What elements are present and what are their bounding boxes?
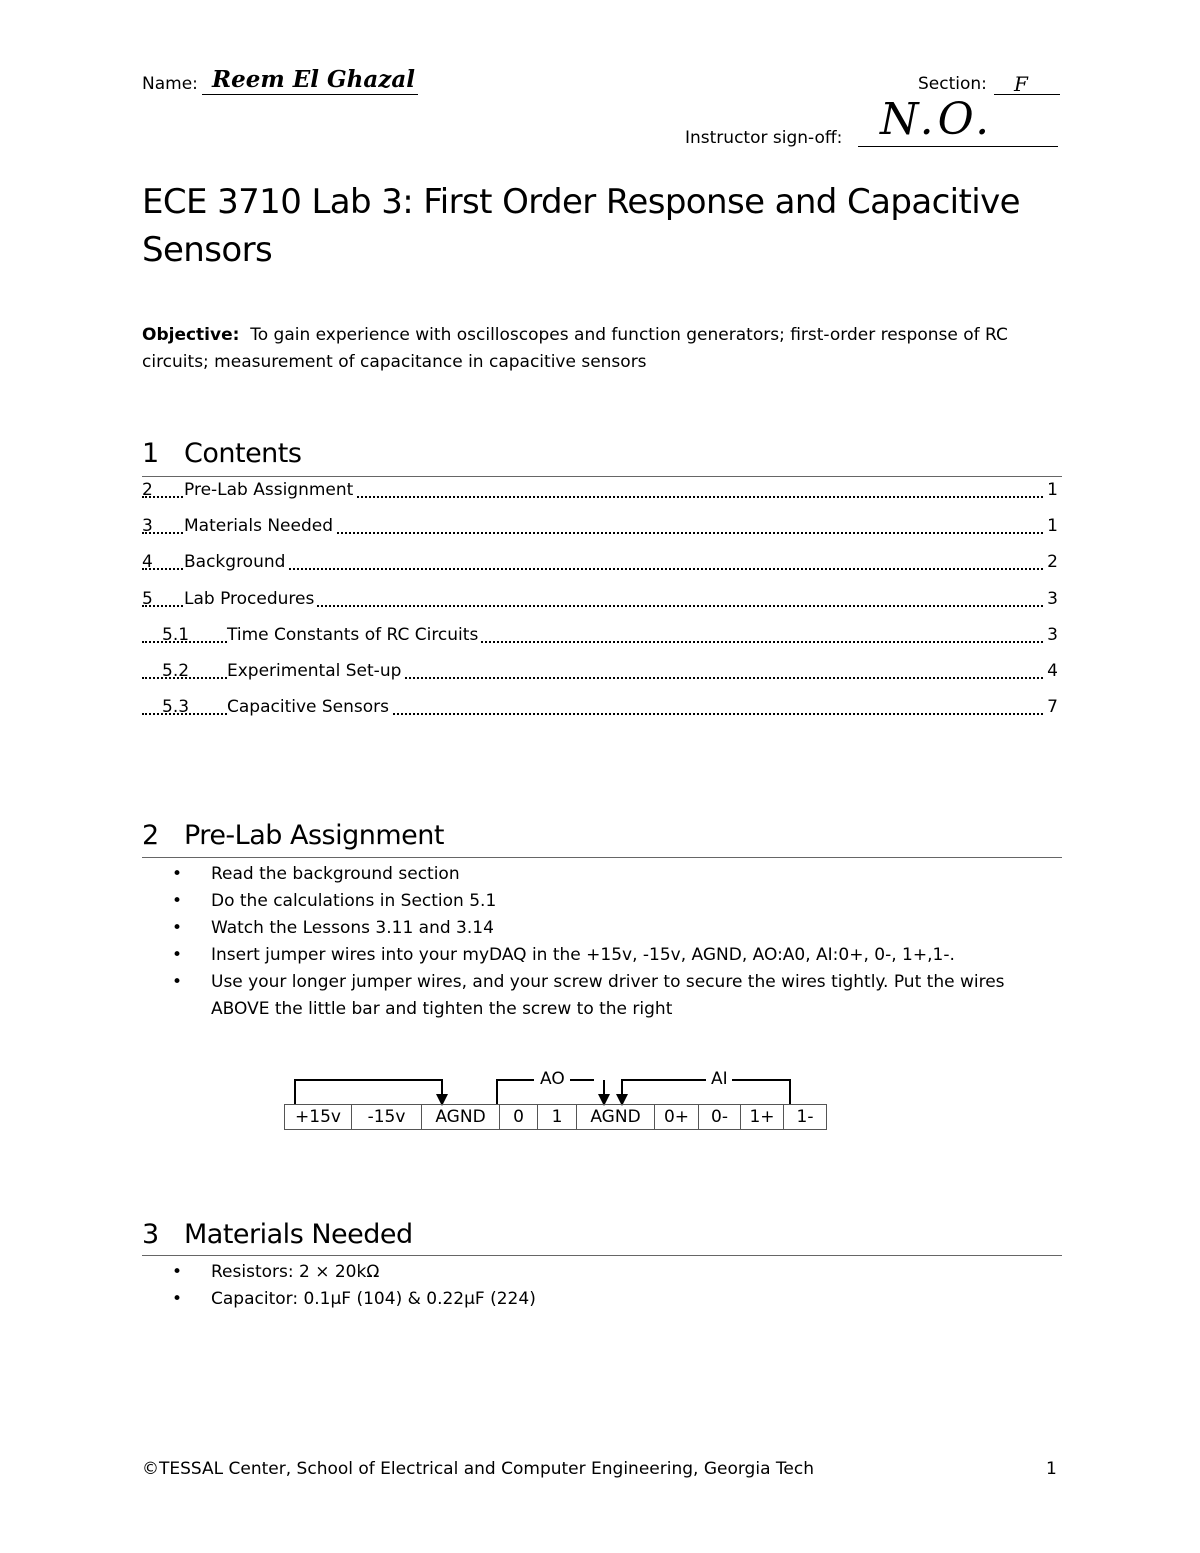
toc-page: 4 <box>1047 661 1058 681</box>
pin-cell: +15v <box>285 1105 352 1130</box>
toc-number: 4 <box>142 552 153 572</box>
toc-page: 1 <box>1047 516 1058 536</box>
contents-number: 1 <box>142 438 159 469</box>
prelab-list <box>172 861 1052 1023</box>
toc-label[interactable]: Pre-Lab Assignment <box>184 480 354 500</box>
toc-label[interactable]: Background <box>184 552 286 572</box>
toc-entry[interactable] <box>142 589 1058 613</box>
materials-rule <box>142 1255 1062 1256</box>
toc-number: 5.3 <box>162 697 190 717</box>
toc-number: 3 <box>142 516 153 536</box>
pin-cell: 1+ <box>741 1105 784 1130</box>
ai-label: AI <box>711 1069 728 1089</box>
contents-title: Contents <box>184 438 302 469</box>
pin-table <box>284 1104 827 1130</box>
toc-label[interactable]: Capacitive Sensors <box>227 697 390 717</box>
toc-number: 5.1 <box>162 625 190 645</box>
prelab-number: 2 <box>142 820 159 851</box>
prelab-rule <box>142 857 1062 858</box>
name-underline <box>202 94 418 95</box>
toc-number: 2 <box>142 480 153 500</box>
toc-entry[interactable] <box>142 625 1058 649</box>
toc-label[interactable]: Time Constants of RC Circuits <box>227 625 479 645</box>
toc-entry[interactable] <box>142 661 1058 685</box>
footer-text: ©TESSAL Center, School of Electrical and Computer Engineering, Georgia Tech <box>142 1459 814 1479</box>
toc-label[interactable]: Lab Procedures <box>184 589 315 609</box>
toc-label[interactable]: Experimental Set-up <box>227 661 402 681</box>
wire-ai-right <box>732 1080 790 1104</box>
toc-page: 2 <box>1047 552 1058 572</box>
signoff-underline <box>858 146 1058 147</box>
list-item: • Watch the Lessons 3.11 and 3.14 <box>172 915 1052 942</box>
toc-label[interactable]: Materials Needed <box>184 516 333 536</box>
page-number: 1 <box>1046 1459 1057 1479</box>
pin-cell: AGND <box>577 1105 655 1130</box>
wire-15v-agnd <box>295 1080 442 1104</box>
pin-cell: 1 <box>538 1105 577 1130</box>
pin-cell: 0- <box>699 1105 741 1130</box>
section-label: Section: <box>918 74 987 94</box>
toc-entry[interactable] <box>142 552 1058 576</box>
objective-paragraph <box>142 322 1062 376</box>
toc-entry[interactable] <box>142 480 1058 504</box>
signoff-label: Instructor sign-off: <box>685 128 843 148</box>
pin-cell: 1- <box>784 1105 827 1130</box>
list-item: • Insert jumper wires into your myDAQ in the +15v, -15v, AGND, AO:A0, AI:0+, 0-, 1+,1-. <box>172 942 1052 969</box>
materials-list <box>172 1259 1052 1313</box>
list-item: • Read the background section <box>172 861 1052 888</box>
list-item: • Use your longer jumper wires, and your screw driver to secure the wires tightly. Put the wires ABOVE the little bar and tighten the screw to the right <box>172 969 1052 1023</box>
toc-number: 5.2 <box>162 661 190 681</box>
contents-rule <box>142 476 1062 477</box>
toc-page: 7 <box>1047 697 1058 717</box>
toc-page: 3 <box>1047 625 1058 645</box>
signoff-signature: N.O. <box>880 94 994 145</box>
toc-number: 5 <box>142 589 153 609</box>
pin-cell: -15v <box>352 1105 422 1130</box>
wire-ao-left <box>497 1080 534 1104</box>
pin-cell: AGND <box>422 1105 500 1130</box>
toc-entry[interactable] <box>142 697 1058 721</box>
section-underline <box>994 94 1060 95</box>
pin-cell: 0 <box>500 1105 538 1130</box>
list-item: • Do the calculations in Section 5.1 <box>172 888 1052 915</box>
name-label: Name: <box>142 74 198 94</box>
toc-page: 3 <box>1047 589 1058 609</box>
section-value: F <box>1014 72 1028 96</box>
materials-title: Materials Needed <box>184 1219 413 1250</box>
objective-text: To gain experience with oscilloscopes and function generators; first-order response of RC circuits; measurement of capacitance in capacitive sensors <box>142 325 1008 372</box>
prelab-title: Pre-Lab Assignment <box>184 820 444 851</box>
list-item: • Resistors: 2 × 20kΩ <box>172 1259 1052 1286</box>
list-item: • Capacitor: 0.1µF (104) & 0.22µF (224) <box>172 1286 1052 1313</box>
materials-number: 3 <box>142 1219 159 1250</box>
objective-label: Objective: <box>142 325 240 345</box>
document-title: ECE 3710 Lab 3: First Order Response and Capacitive Sensors <box>142 182 1020 270</box>
name-value: Reem El Ghazal <box>212 66 415 93</box>
ao-label: AO <box>540 1069 565 1089</box>
toc-page: 1 <box>1047 480 1058 500</box>
pin-cell: 0+ <box>655 1105 699 1130</box>
wire-ai-left <box>622 1080 706 1094</box>
toc-entry[interactable] <box>142 516 1058 540</box>
